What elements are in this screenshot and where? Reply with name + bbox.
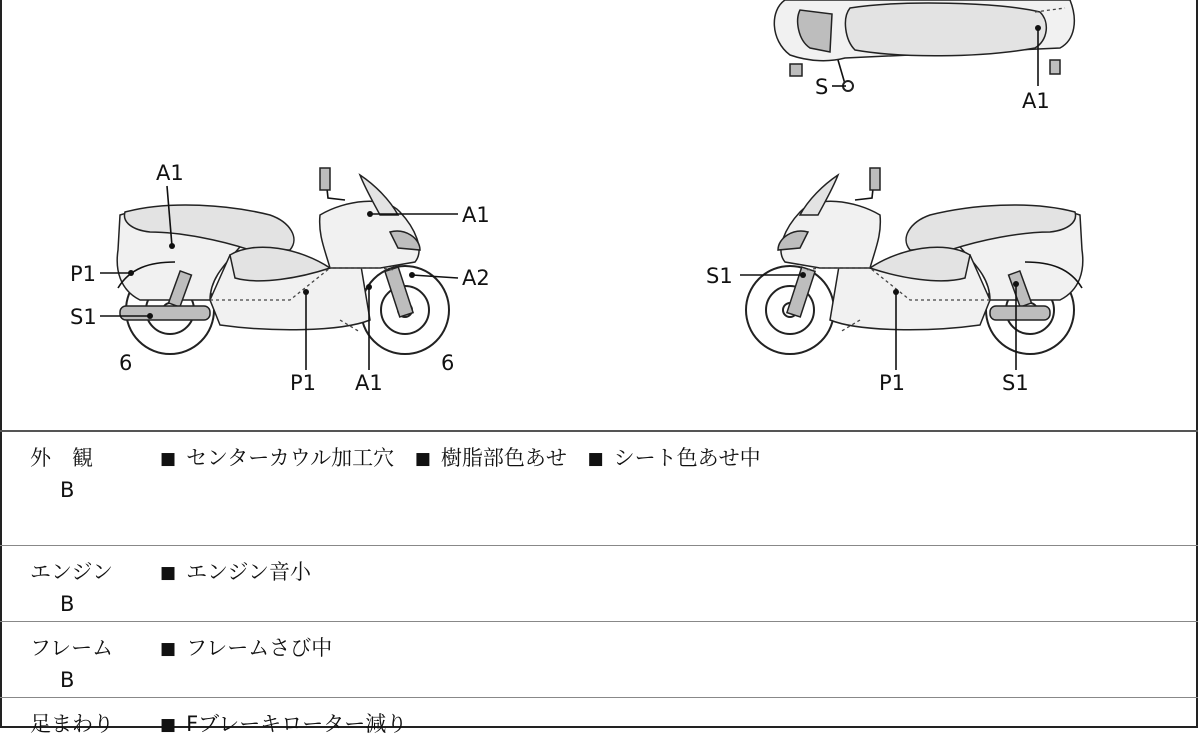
label-top-s: S [815,75,829,99]
note-item: 樹脂部色あせ [440,446,567,470]
note-item: シート色あせ中 [613,446,761,470]
section-exterior [0,430,1198,545]
notes-list [160,556,325,590]
label-right-s1: S1 [706,264,733,288]
label-left-p1: P1 [70,262,97,286]
label-right-p1-bottom: P1 [879,371,906,395]
scooter-left-view [117,168,449,354]
section-suspension [0,697,1198,737]
category-label: フレーム [30,636,114,660]
label-left-a2: A2 [462,266,490,290]
label-left-a1-right: A1 [462,203,490,227]
label-right-s1-bottom: S1 [1002,371,1029,395]
label-left-s1: S1 [70,305,97,329]
section-engine [0,545,1198,621]
note-item: センターカウル加工穴 [186,446,395,470]
label-left-a1-bottom: A1 [355,371,383,395]
category-label: 外 観 [30,446,93,470]
grade-value: B [60,478,75,502]
note-item: フレームさび中 [186,636,333,660]
black-square-icon: ■ [160,639,177,659]
label-top-a1: A1 [1022,89,1050,113]
inspection-table [0,430,1198,737]
notes-list [160,442,775,476]
label-left-six-front: 6 [441,351,455,375]
black-square-icon: ■ [160,449,177,469]
black-square-icon: ■ [414,449,431,469]
label-left-six-rear: 6 [119,351,133,375]
notes-list [160,632,346,666]
section-frame [0,621,1198,697]
label-left-a1-top: A1 [156,161,184,185]
note-item: Fブレーキローター減り [186,712,408,736]
grade-value: B [60,592,75,616]
category-label: 足まわり [30,712,114,736]
label-left-p1-bottom: P1 [290,371,317,395]
note-item: エンジン音小 [186,560,312,584]
category-label: エンジン [30,560,113,584]
notes-list [160,708,421,742]
scooter-right-view [746,168,1083,354]
black-square-icon: ■ [160,563,177,583]
black-square-icon: ■ [160,715,177,735]
black-square-icon: ■ [587,449,604,469]
grade-value: B [60,668,75,692]
